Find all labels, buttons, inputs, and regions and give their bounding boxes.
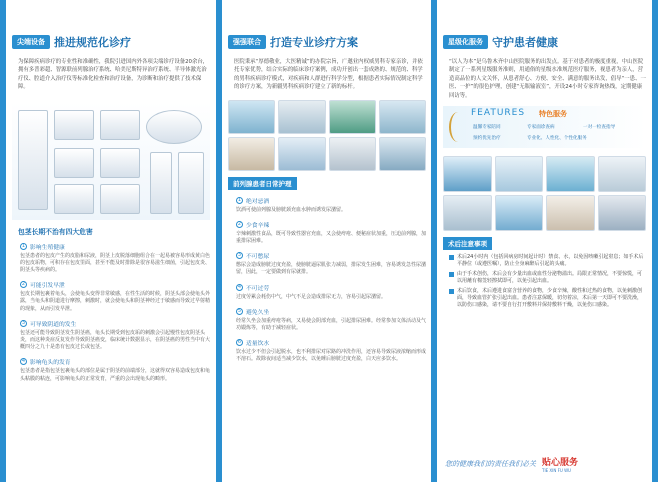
care-list — [228, 196, 426, 364]
photo — [443, 195, 492, 231]
item-heading: 影响生殖健康 — [30, 244, 65, 251]
intro-paragraph: “以人为本”是乌鲁木齐中山医院服务的出发点。基于对患者的极度重视，中山医院制定了一系列星级服务准则，用通俗的星级水准规范医疗服务，视患者为亲人，营造高品位的人文关怀，从患者舒心、方便、安全、满意的服务出发，倡导“一患、一医、一护”的很色护理，创建“无瓶输液室”，开设24小时专家咨询热线，定期健康回访等。 — [449, 59, 646, 99]
number-badge: 3 — [21, 319, 26, 326]
features-title-cn: 特色服务 — [539, 110, 567, 119]
section-title: 打造专业诊疗方案 — [270, 36, 358, 49]
intro-paragraph: 医院秉承“厚德敬业，大医精诚”的办院宗旨，广邀业内权威男科专家亲诊，并依托专家优势，结合实际的临床诊疗案例，成功开创出一套成熟的、规范的、科学的男科疾病诊疗模式，对疾病和人群进行科学分型，根据患者实际情况制定科学的诊疗方案，为新疆男科疾病诊疗建立了新的标杆。 — [234, 59, 423, 91]
number-badge: 6 — [237, 339, 242, 346]
list-item — [12, 280, 210, 313]
device-image — [100, 184, 140, 214]
brand-logo — [542, 455, 578, 473]
item-text: 饮水过少不但会引起脱水，也不利排尿对尿路的冲洗作用，还容易导致尿液浓缩而形成不溶石。故除夜间适当减少饮水，以免睡后膀胱过度充盈，白天应多饮水。 — [236, 349, 427, 363]
bullet-icon — [449, 272, 454, 277]
number-badge: 1 — [237, 196, 242, 203]
photo — [598, 156, 647, 192]
notes-list — [443, 254, 646, 309]
item-text: 包茎还可能导致阴茎发生阴茎癌，龟头长期受到包皮垢的刺激会引起慢性包皮阴茎头炎，而这种炎症反复发作导致阴茎癌变，临床统计数据显示，在阴茎癌的男性当中有大概四分之九十是患有包皮过长或包茎。 — [20, 329, 211, 351]
number-badge: 3 — [237, 252, 242, 259]
number-badge: 1 — [21, 242, 26, 249]
list-item — [228, 283, 426, 301]
item-text: 由于手术创伤，术后会有少量出血或血性分泌物溢出。局限正常情况，不要惊慌，可以用蘸有棉签轻擦拭即可，以免引起出血。 — [457, 271, 643, 285]
photo-grid — [443, 156, 646, 231]
equipment-image — [12, 102, 210, 220]
photo — [228, 100, 275, 134]
footer — [437, 452, 652, 476]
item-heading: 可导致阴道的发生 — [30, 321, 77, 328]
item-heading: 影响龟头的发育 — [30, 360, 71, 367]
photo-grid — [228, 100, 426, 171]
device-image — [150, 152, 172, 214]
photo — [546, 195, 595, 231]
side-stripe — [652, 0, 658, 482]
features-block — [443, 106, 646, 148]
photo — [546, 156, 595, 192]
device-image — [54, 148, 94, 178]
photo — [379, 137, 426, 171]
list-item — [12, 357, 210, 382]
feature-item: 预约优先治疗 — [473, 136, 501, 142]
number-badge: 2 — [237, 220, 242, 227]
list-item — [228, 220, 426, 245]
device-image — [54, 184, 94, 214]
photo — [278, 100, 325, 134]
slogan: 您的健康我们的责任我们必关 — [445, 460, 536, 468]
list-item — [228, 307, 426, 332]
photo — [228, 137, 275, 171]
item-text: 术后饮食，术后遵进食富含营养的食物，少食辛辣，酸性和过热的食物，以免刺激创面，导致血管扩张引起出血。患者注意保暖，切勿着凉，术后第一天即可不要洗澡，以防伤口感染，请不要自行打开敷料并保持敷料干燥，以免伤口感染。 — [457, 288, 643, 309]
item-text: 术后24小时内（包括回病房时间起计时）禁食、水，以免因咳嗽引起窒息；如手术后平静位（或遵医嘱），防止全身麻醉后引起的头痛。 — [457, 254, 644, 268]
device-image — [100, 110, 140, 140]
list-item — [228, 338, 426, 363]
item-text: 包茎患者是指包茎包裹龟头的部位是属于阴茎的前端部分，这就得双容易造成包皮和龟头粘膜的粘连，可影响龟头的正常发育，严重的会出现龟头的畸形。 — [20, 368, 211, 382]
section-tag: 尖端设备 — [12, 35, 50, 49]
number-badge: 5 — [237, 307, 242, 314]
panel-service — [437, 0, 652, 482]
number-badge: 2 — [21, 281, 26, 288]
section-header — [228, 34, 426, 50]
item-heading: 避免久坐 — [246, 309, 270, 316]
photo — [329, 100, 376, 134]
photo — [495, 195, 544, 231]
logo-subtext: TIE XIN FU WU — [542, 468, 571, 473]
list-item — [228, 251, 426, 276]
item-heading: 可能引发早泄 — [30, 283, 65, 290]
item-text: 过度劳累会耗伤中气，中气不足会造成排尿无力，容易引起尿潴留。 — [236, 293, 387, 300]
list-item — [449, 254, 646, 268]
intro-paragraph: 为保障疾病诊疗的专业性和准确性，我院引进国内外各项尖端诊疗设备20余台，拥有多普彩超、智源联前列腺治疗系统、哈美尼斯特异治疗系统、半导体激光治疗仪、腔道介入治疗仪等标准化检查和治疗设备，为诊断和治疗提供了技术保障。 — [18, 59, 209, 91]
item-heading: 不可憋尿 — [246, 254, 270, 261]
device-image — [146, 110, 202, 144]
item-text: 辛辣刺激性食品，既可导致性器官充血，又会使痔疮、便秘症状加重，压迫前列腺，加重排尿困难。 — [236, 230, 427, 245]
notes-heading: 术后注意事项 — [443, 237, 492, 250]
item-heading: 绝对忌酒 — [246, 198, 270, 205]
list-item — [12, 242, 210, 275]
bullet-icon — [449, 255, 454, 260]
laurel-icon — [449, 112, 467, 142]
list-item — [449, 288, 646, 309]
panel-equipment — [6, 0, 216, 482]
item-heading: 不可过劳 — [246, 285, 270, 292]
item-text: 经常久坐会加重痔疮等病，又易使会阴部充血，引起排尿困难。经常参加文体活动及气功锻炼等，有助于减轻症状。 — [236, 317, 427, 332]
bullet-icon — [449, 289, 454, 294]
features-title-en: FEATURES — [471, 108, 526, 119]
feature-item: 温馨专家陪同 — [473, 125, 501, 131]
harms-list — [12, 242, 210, 383]
section-title: 守护患者健康 — [492, 36, 558, 49]
feature-item: 专家面诊查病 — [527, 125, 555, 131]
item-text: 憋尿会造成膀胱过度充盈，使膀胱逼尿肌张力减弱，排尿发生困难，容易诱发急性尿潴留，因此，一定要做到有尿就排。 — [236, 262, 427, 276]
panel-treatment — [222, 0, 432, 482]
photo — [278, 137, 325, 171]
item-heading: 少食辛辣 — [246, 222, 270, 229]
photo — [443, 156, 492, 192]
item-text: 饮酒可使前列腺及膀胱颈充血水肿而诱发尿潴留。 — [236, 206, 347, 213]
section-title: 推进规范化诊疗 — [54, 36, 131, 49]
photo — [329, 137, 376, 171]
device-image — [100, 148, 140, 178]
device-image — [18, 110, 48, 210]
list-item — [449, 271, 646, 285]
number-badge: 4 — [237, 283, 242, 290]
photo — [598, 195, 647, 231]
item-text: 包茎患者的包皮产生的皮脂和尿液，阴茎上皮脱落细胞组合在一起易被容易形成黄白色的包皮垢物，可积存在包皮里面，甚至不能及时排除是很容易滋生细菌，引起包皮炎、阴茎头等疾病的。 — [20, 252, 211, 274]
photo — [379, 100, 426, 134]
device-image — [178, 152, 204, 214]
harms-heading: 包茎长期不治有四大危害 — [18, 227, 93, 236]
list-item — [228, 196, 426, 214]
item-heading: 适量饮水 — [246, 341, 270, 348]
list-item — [12, 319, 210, 352]
section-tag: 星级化服务 — [443, 35, 488, 49]
photo — [495, 156, 544, 192]
item-text: 包皮长期包裹着龟头，会使龟头变得非常敏感，在性生活的时候，阴茎头部会使龟头外露，当龟头和阴道进行摩擦，刺激时，就会使龟头和阴茎神经过于敏感而导致过早射精的现象，从而引发早泄。 — [20, 291, 211, 312]
number-badge: 4 — [21, 358, 26, 365]
section-header — [443, 34, 646, 50]
section-header — [12, 34, 210, 50]
feature-item: 专业化、人性化、个性化服务 — [527, 136, 587, 142]
logo-text: 贴心服务 — [542, 458, 579, 468]
care-heading: 前列腺患者日常护理 — [228, 177, 297, 190]
section-tag: 强强联合 — [228, 35, 266, 49]
device-image — [54, 110, 94, 140]
feature-item: 一对一检查指导 — [583, 125, 616, 131]
